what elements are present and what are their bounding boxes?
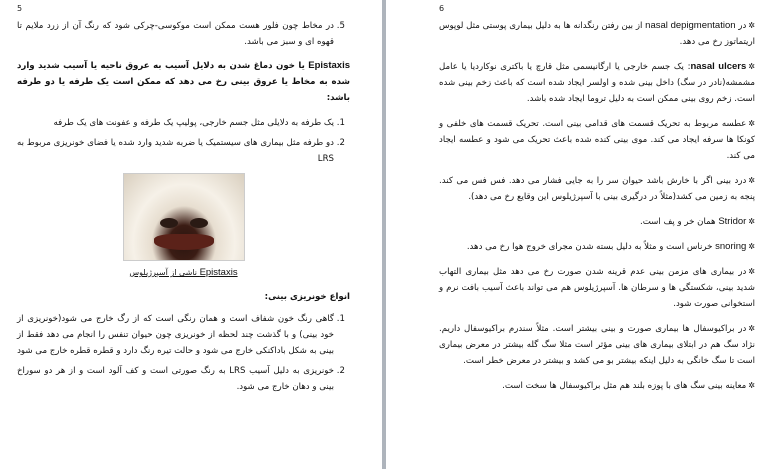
caption-term: Epistaxis: [199, 267, 238, 278]
page-5: [0, 0, 382, 469]
bullet-icon: ✲: [748, 217, 755, 226]
bullet-icon: ✲: [748, 176, 755, 185]
bullet-paragraph: ✲snoring خرناس است و مثلاً به دلیل بسته شدن مجرای خروج هوا رخ می دهد.: [439, 239, 755, 255]
page-6: [386, 0, 768, 469]
epistaxis-heading: [17, 58, 350, 106]
list-item: 2. دو طرفه مثل بیماری های سیستمیک یا ضربه شدید وارد شده یا فضای خونریزی مربوط به LRS: [17, 135, 334, 167]
continued-list: [17, 18, 350, 50]
term-nasal-depigmentation: nasal depigmentation: [645, 20, 736, 31]
bullet-icon: ✲: [748, 267, 755, 276]
bullet-icon: ✲: [748, 119, 755, 128]
term-epistaxis: Epistaxis: [308, 60, 350, 71]
bullet-paragraph: ✲در nasal depigmentation از بین رفتن رنگدانه ها به دلیل بیماری پوستی مثل لوپوس اریتماتوز رخ می دهد.: [439, 20, 755, 47]
bullet-paragraph: ✲در براکیوسفال ها بیماری صورت و بینی بیشتر است. مثلاً سندرم براکیوسفال داریم. نژاد سگ هم در ابتلای بیماری های بینی مؤثر است مثلا سگ گله بیشتر در معرض بیماری است تا سگ خانگی به دلیل اینکه بیشتر بو می کشد و بیشتر در معرض خطر است.: [439, 321, 755, 369]
term-nasal-ulcers: nasal ulcers: [690, 61, 747, 72]
bleeding-types-list: [17, 311, 350, 395]
term-snoring: snoring: [715, 241, 747, 252]
list-item: 1. گاهی رنگ خون شفاف است و همان رنگی است که از رگ خارج می شود(خونریزی از خود بینی) و با گذشت چند لحظه از خونریزی چون حیوان تنفس را انجام می دهد فقط از بینی به شکل باداکنکی خارج می شود و حالت تیره رنگ دارد و قطره قطره خارج می شود: [17, 311, 334, 359]
bullet-paragraph: ✲nasal ulcers: یک جسم خارجی یا ارگانیسمی مثل قارچ یا باکتری نوکاردیا یا عامل مشمشه(نادر در سگ) داخل بینی شده و اولسر ایجاد شده است که باعث زخم بینی شده است. زخم روی بینی ممکن است به دلیل تروما ایجاد شده باشد.: [439, 61, 755, 104]
page-number: 5: [17, 4, 23, 13]
page-number: 6: [439, 4, 445, 13]
list-item: 5. در مخاط چون فلور هست ممکن است موکوسی-چرکی شود که رنگ آن از زرد ملایم تا قهوه ای و سبز می باشد.: [17, 18, 334, 50]
bullet-icon: ✲: [748, 324, 755, 333]
list-item: 2. خونریزی به دلیل آسیب LRS به رنگ صورتی است و کف آلود است و از هر دو سوراخ بینی و دهان خارج می شود.: [17, 363, 334, 395]
bullet-paragraph: ✲در بیماری های مزمن بینی عدم قرینه شدن صورت رخ می دهد مثل بیماری التهاب شدید بینی، شکستگی ها و سرطان ها. آسپرژیلوس هم می تواند باعث آسیب بافت نرم و استخوانی صورت شود.: [439, 264, 755, 312]
heading-text: یا خون دماغ شدن به دلایل آسیب به عروق ناحیه یا آسیب شدید وارد شده به مخاط یا عروق بینی رخ می دهد که ممکن است یک طرفه یا دو طرفه باشد:: [17, 61, 350, 103]
term-stridor: Stridor: [718, 216, 747, 227]
bullet-paragraph: ✲عطسه مربوط به تحریک قسمت های قدامی بینی است. تحریک قسمت های خلفی و کونکا ها سرفه ایجاد می کند. موی بینی کنده شده باعث تحریک می شود و عطسه ایجاد می کند.: [439, 116, 755, 164]
figure: [17, 173, 350, 281]
bullet-paragraph: ✲درد بینی اگر با خارش باشد حیوان سر را به جایی فشار می دهد. فس فس می کند. پنجه به زمین می کشد(مثلاً در درگیری بینی با آسپرژیلوس این وقایع رخ می دهد).: [439, 173, 755, 205]
figure-caption: [129, 265, 237, 281]
bullet-icon: ✲: [748, 62, 755, 71]
bullet-icon: ✲: [748, 21, 755, 30]
epistaxis-list: [17, 115, 350, 167]
page-content: [439, 18, 755, 403]
bullet-icon: ✲: [748, 242, 755, 251]
page-content: [17, 18, 350, 401]
bullet-paragraph: ✲معاینه بینی سگ های با پوزه بلند هم مثل براکیوسفال ها سخت است.: [439, 378, 755, 394]
bullet-icon: ✲: [748, 381, 755, 390]
types-heading: انواع خونریزی بینی:: [264, 292, 350, 302]
list-item: 1. یک طرفه به دلایلی مثل جسم خارجی، پولیپ یک طرفه و عفونت های یک طرفه: [17, 115, 334, 131]
bullet-paragraph: ✲Stridor همان خر و پف است.: [439, 214, 755, 230]
epistaxis-photo: [123, 173, 245, 261]
caption-text: ناشی از آسپرژیلوس: [129, 268, 198, 277]
